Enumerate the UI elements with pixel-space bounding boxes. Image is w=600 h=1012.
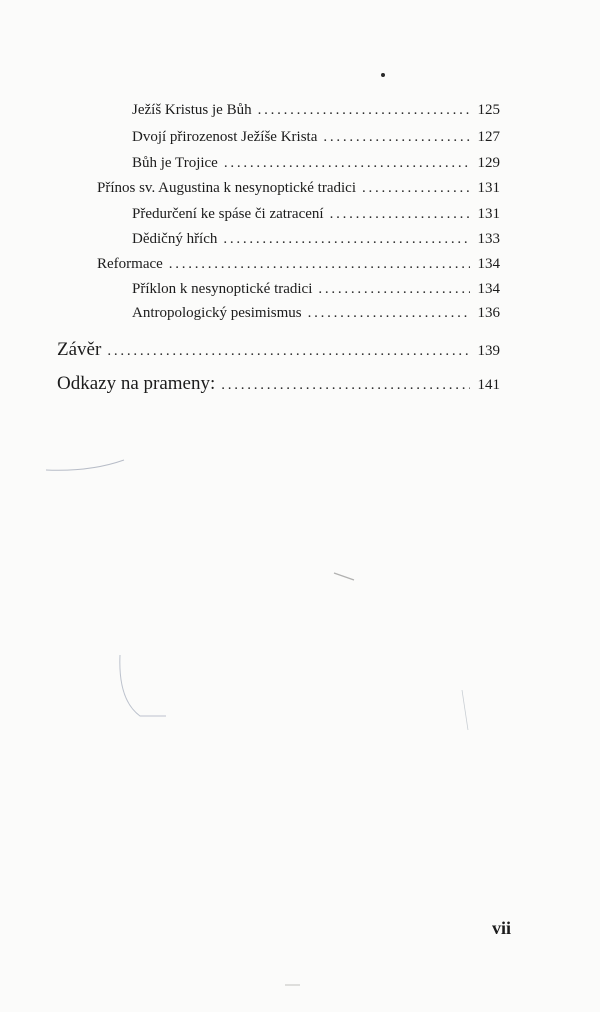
toc-entry-title: Předurčení ke spáse či zatracení — [132, 206, 324, 222]
toc-entry-page: 129 — [477, 155, 500, 171]
toc-entry-title: Bůh je Trojice — [132, 155, 218, 171]
ink-stroke — [120, 655, 166, 716]
toc-entry-page: 127 — [477, 129, 500, 145]
toc-entry-title: Dvojí přirozenost Ježíše Krista — [132, 129, 318, 145]
ink-stroke — [334, 573, 354, 580]
toc-entry-page: 139 — [477, 343, 500, 359]
toc-entry-title: Přínos sv. Augustina k nesynoptické tradici — [97, 180, 356, 196]
toc-entry-page: 141 — [477, 377, 500, 393]
toc-entry-title: Reformace — [97, 256, 163, 272]
ink-stroke — [462, 690, 468, 730]
toc-entry-title: Ježíš Kristus je Bůh — [132, 102, 252, 118]
toc-entry-page: 136 — [477, 305, 500, 321]
toc-entry-title: Příklon k nesynoptické tradici — [132, 281, 313, 297]
toc-entry-page: 134 — [477, 281, 500, 297]
toc-entry-title: Odkazy na prameny: — [57, 373, 216, 394]
toc-entry-title: Antropologický pesimismus — [132, 305, 302, 321]
toc-entry-title: Dědičný hřích — [132, 231, 218, 247]
toc-entry-page: 125 — [477, 102, 500, 118]
page-folio: vii — [492, 918, 512, 938]
toc-entry-page: 131 — [477, 180, 500, 196]
ink-stroke — [46, 460, 124, 470]
toc-entry-page: 133 — [477, 231, 500, 247]
toc-entry-page: 134 — [477, 256, 500, 272]
toc-entry-page: 131 — [477, 206, 500, 222]
toc-entry-title: Závěr — [57, 339, 102, 360]
